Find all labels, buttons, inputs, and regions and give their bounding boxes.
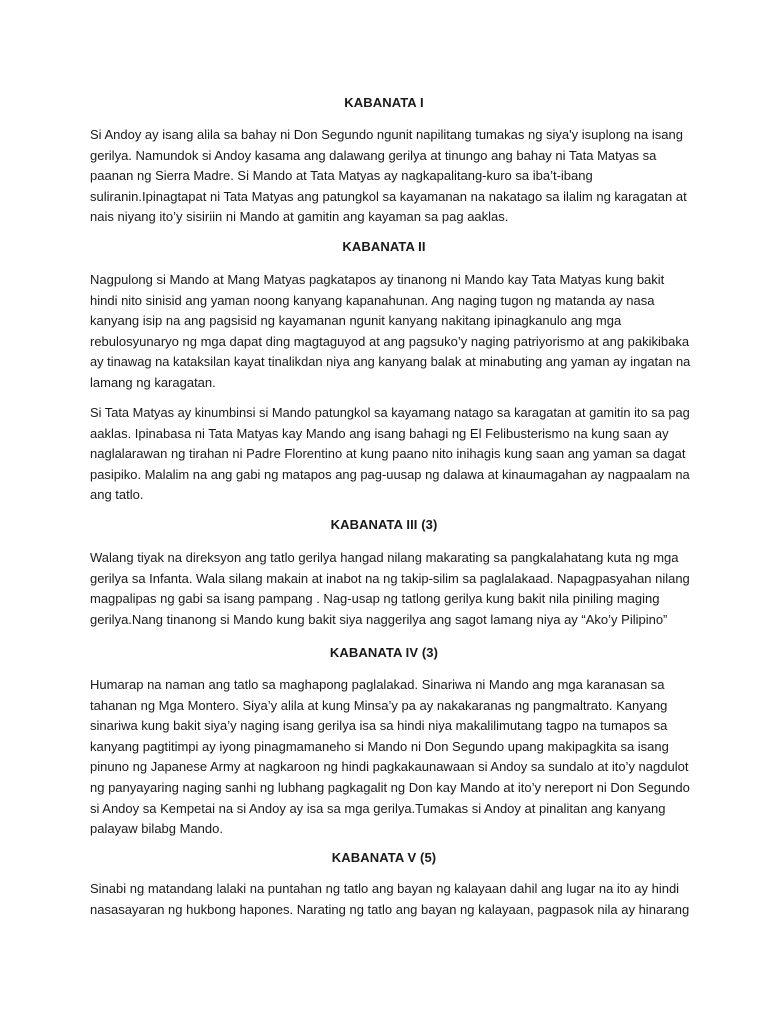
text-line: tahanan ng Mga Montero. Siya’y alila at kung Minsa’y pa ay nakakaranas ng pangmaltrato. Kanyang <box>90 697 668 713</box>
text-line: pinuno ng Japanese Army at nagkaroon ng hindi pagkakaunawaan si Andoy sa sundalo at ito’y nagdulot <box>90 759 689 775</box>
chapter-2-paragraph-1 <box>90 270 690 394</box>
text-line: gerilya. Namundok si Andoy kasama ang dalawang gerilya at tinungo ang bahay ni Tata Matyas sa <box>90 147 657 163</box>
text-line: palayaw bilabg Mando. <box>90 821 223 837</box>
text-line: kanyang pagtitimpi ay iyong pinagmamaneho si Mando ni Don Segundo upang makipagkita sa isang <box>90 738 669 754</box>
text-line: pasipiko. Malalim na ang gabi ng matapos ang pag-uusap ng dalawa at kinaumagahan ay nagpaalam na <box>90 466 690 482</box>
text-line: Si Andoy ay isang alila sa bahay ni Don Segundo ngunit napilitang tumakas ng siya'y isuplong na isang <box>90 127 683 142</box>
text-line: ang tatlo. <box>90 487 144 503</box>
text-line: rebulosyunaryo ng mga dapat ding magtaguyod at ang pagsuko’y naging patriyorismo at ang pakikibaka <box>90 333 690 349</box>
text-line: Nagpulong si Mando at Mang Matyas pagkatapos ay tinanong ni Mando kay Tata Matyas kung bakit <box>90 272 665 287</box>
text-line: naglalarawan ng tirahan ni Padre Florentino at kung paano nito inihagis kung saan ang yaman sa dagat <box>90 446 686 462</box>
text-line: hindi nito sinisid ang yaman noong kanyang kapanahunan. Ang naging tugon ng matanda ay nasa <box>90 292 655 308</box>
text-line: aaklas. Ipinabasa ni Tata Matyas kay Mando ang isang bahagi ng El Felibusterismo na kung saan ay <box>90 425 669 441</box>
text-line: ay tinawag na kataksilan kayat tinalikdan niya ang kanyang balak at minabuting ang yaman ay ingatan na <box>90 354 691 370</box>
chapter-1-heading: KABANATA I <box>344 95 424 110</box>
chapter-2-paragraph-2 <box>90 403 690 506</box>
chapter-2-heading: KABANATA II <box>342 239 426 254</box>
chapter-3-paragraph-1 <box>90 548 690 630</box>
chapter-4-paragraph-1 <box>90 675 690 840</box>
text-line: si Andoy sa Kempetai na si Andoy ay isa sa mga gerilya.Tumakas si Andoy at pinalitan ang kanyang <box>90 800 666 816</box>
text-line: ng panyayaring naging sanhi ng lubhang pagkagalit ng Don kay Mando at ito’y nereport ni Don Segundo <box>90 779 690 795</box>
chapter-4-heading: KABANATA IV (3) <box>329 645 439 660</box>
text-line: Sinabi ng matandang lalaki na puntahan ng tatlo ang bayan ng kalayaan dahil ang lugar na ito ay hindi <box>90 881 680 896</box>
chapter-1-paragraph-1 <box>90 125 690 228</box>
chapter-5-heading: KABANATA V (5) <box>331 850 437 865</box>
text-line: nasasayaran ng hukbong hapones. Narating ng tatlo ang bayan ng kalayaan, pagpasok nila ay hinarang <box>90 901 690 917</box>
text-line: lamang ng karagatan. <box>90 374 216 390</box>
text-line: Walang tiyak na direksyon ang tatlo gerilya hangad nilang makarating sa pangkalahatang kuta ng mga <box>90 550 679 565</box>
text-line: gerilya sa Infanta. Wala silang makain at inabot na ng takip-silim sa paglalakaad. Napagpasyahan nilang <box>90 570 690 586</box>
text-line: sinariwa kung bakit siya’y naging isang gerilya isa sa hindi niya makalilimutang tagpo na tumapos sa <box>90 718 668 734</box>
text-line: suliranin.Ipinagtapat ni Tata Matyas ang patungkol sa kayamanan na nakatago sa ilalim ng karagatan at <box>90 188 687 204</box>
text-line: kanyang isip na ang pagsisid ng kayamanan ngunit kanyang nakitang ipinagkanulo ang mga <box>90 313 622 329</box>
chapter-3-heading: KABANATA III (3) <box>330 517 438 532</box>
text-line: nais niyang ito’y sisiriin ni Mando at gamitin ang kayaman sa pag aaklas. <box>90 209 509 225</box>
text-line: magpalipas ng gabi sa isang pampang . Nag-usap ng tatlong gerilya kung bakit nila piniling maging <box>90 591 660 607</box>
text-line: paanan ng Sierra Madre. Si Mando at Tata Matyas ay nagkapalitang-kuro sa iba’t-ibang <box>90 168 593 184</box>
text-line: Humarap na naman ang tatlo sa maghapong paglalakad. Sinariwa ni Mando ang mga karanasan sa <box>90 677 665 692</box>
text-line: Si Tata Matyas ay kinumbinsi si Mando patungkol sa kayamang natago sa karagatan at gamitin ito sa pag <box>90 405 690 420</box>
chapter-5-paragraph-1 <box>90 879 690 920</box>
text-line: gerilya.Nang tinanong si Mando kung bakit siya naggerilya ang sagot lamang niya ay “Ako’y Pilipino” <box>90 611 668 627</box>
